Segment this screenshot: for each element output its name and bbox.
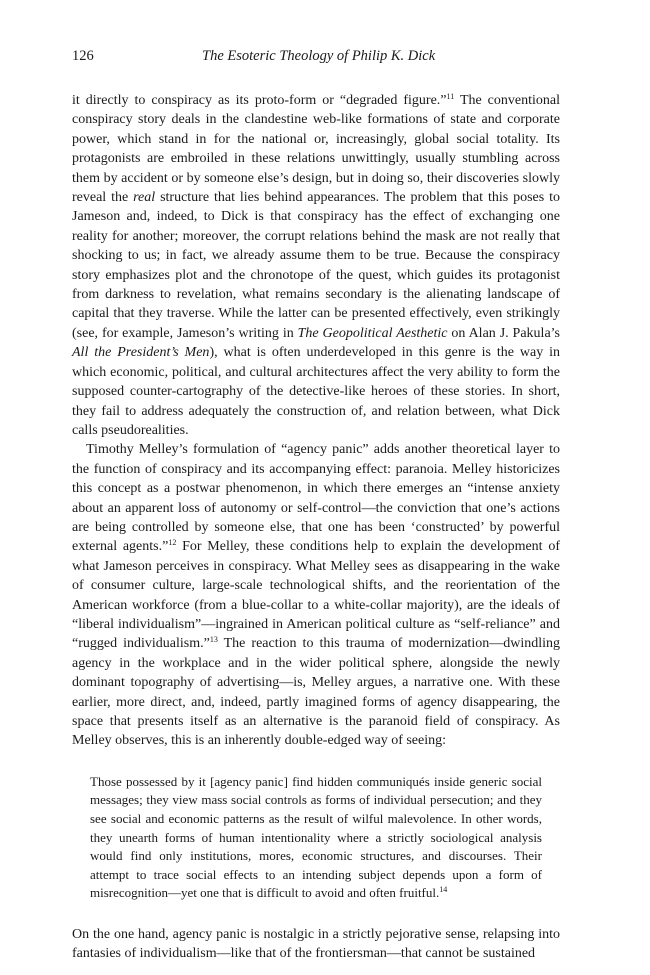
paragraph-3 [72,925,560,964]
footnote-marker-11: 11 [446,92,455,101]
film-title: All the President’s Men [72,345,210,361]
text-run: structure that lies behind appearances. The problem that this poses to Jameson and, indeed, to Dick is that conspiracy has the effect of exchanging one reality for another; moreover, the corrupt relations behind the mask are not really that shocking to us; in fact, we already assume them to be true. Because the conspiracy story emphasizes plot and the chronotope of the quest, which guides its protagonist from darkness to revelation, what remains secondary is the alienating landscape of capital that they traverse. While the latter can be presented effectively, even strikingly (see, for example, Jameson’s writing in [72,190,560,341]
page-number: 126 [72,48,94,64]
book-title: The Geopolitical Aesthetic [297,325,448,341]
text-run: The reaction to this trauma of modernization—dwindling agency in the workplace and in the wider political sphere, alongside the newly dominant topography of advertising—is, Melley argues, a narrative one. With these earlier, more direct, and, indeed, partly imagined forms of agency disappearing, the space that presents itself as an alternative is the paranoid field of conspiracy. As Melley observes, this is an inherently double-edged way of seeing: [72,636,560,749]
paragraph-1 [72,91,560,440]
text-run: it directly to conspiracy as its proto-form or “degraded figure.” [72,93,447,108]
text-run: ), what is often underdeveloped in this genre is the way in which economic, political, and cultural architectures affect the very ability to form the supposed counter-cartography of the detective-like heroes of these stories. In short, they fail to address adequately the construction of, and relation between, what Dick calls pseudorealities. [72,345,560,438]
text-run: On the one hand, agency panic is nostalgic in a strictly pejorative sense, relapsing into fantasies of individualism—like that of the frontiersman—that cannot be sustained [72,926,560,962]
paragraph-2 [72,440,560,751]
text-run: Timothy Melley’s formulation of “agency panic” adds another theoretical layer to the function of conspiracy and its accompanying effect: paranoia. Melley historicizes this concept as a postwar phenomenon, in which there emerges an “intense anxiety about an apparent loss of autonomy or self-control—the conviction that one’s actions are being controlled by someone else, that one has been ‘constructed’ by powerful external agents.” [72,442,560,555]
emphasis: real [133,190,156,206]
block-quote [90,773,542,903]
text-run: on Alan J. Pakula’s [447,325,560,341]
quote-text: Those possessed by it [agency panic] find hidden communiqués inside generic social messages; they view mass social controls as forms of individual persecution; and they see social and economic patterns as the result of wilful malevolence. In other words, they unearth forms of human intentionality where a strictly sociological analysis would find only institutions, mores, economic structures, and discourses. Their attempt to trace social effects to an intending subject depends upon a form of misrecognition—yet one that is difficult to avoid and often fruitful. [90,773,542,901]
footnote-marker-13: 13 [209,635,218,645]
body-text [72,91,560,964]
text-run: For Melley, these conditions help to explain the development of what Jameson perceives in conspiracy. What Melley sees as disappearing in the wake of consumer culture, large-scale technological shifts, and the reorientation of the American workforce (from a blue-collar to a white-collar majority), are the ideals of “liberal individualism”—ingrained in American political culture as “self-reliance” and “rugged individualism.” [72,539,560,652]
footnote-marker-12: 12 [168,538,177,548]
running-title: The Esoteric Theology of Philip K. Dick [202,48,436,64]
text-run: The conventional conspiracy story deals in the clandestine web-like formations of state and corporate power, which stand in for the national or, increasingly, global social totality. Its protagonists are embroiled in these relations unwittingly, usually stumbling across them by accident or by someone else’s design, but in doing so, their discoveries slowly reveal the [72,93,560,206]
footnote-marker-14: 14 [439,885,448,895]
